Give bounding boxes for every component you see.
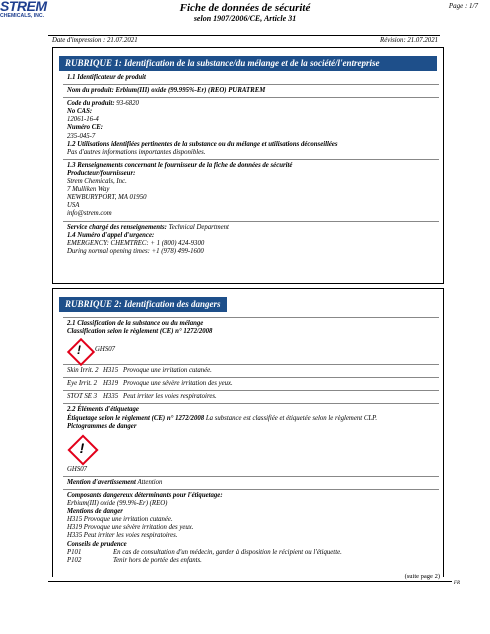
continued-note: (suite page 2) [404, 573, 440, 580]
hazard-text: Provoque une irritation cutanée. [123, 367, 212, 375]
value: Technical Department [168, 223, 229, 231]
label: Étiquetage selon le règlement (CE) n° 1272/2008 [67, 414, 205, 422]
address-line: NEWBURYPORT, MA 01950 [67, 194, 147, 202]
s1-emergency-number: EMERGENCY: CHEMTREC: + 1 (800) 424-9300 [67, 239, 205, 247]
s1-product-identifier: 1.1 Identificateur de produit [67, 74, 146, 81]
class-code: Eye Irrit. 2 [67, 380, 98, 388]
logo-wordmark: STREM [0, 0, 47, 14]
exclamation-mark-icon: ! [67, 338, 91, 362]
value: La substance est classifiée et étiquetée selon le règlement CLP. [205, 414, 378, 422]
divider [63, 221, 439, 222]
hazard-text: Provoque une sévère irritation des yeux. [123, 380, 233, 388]
s2-pictograms-label: Pictogrammes de danger [67, 422, 137, 430]
document-title: Fiche de données de sécurité [179, 2, 311, 14]
address-line: USA [67, 202, 80, 210]
ghs-code: GHS07 [95, 346, 116, 354]
ghs-code: GHS07 [67, 465, 88, 473]
s1-ec-label: Numéro CE: [67, 124, 104, 132]
divider [63, 476, 439, 477]
hazard-statement: H335 Peut irriter les voies respiratoires. [67, 532, 178, 540]
divider [63, 390, 439, 391]
divider [63, 159, 439, 160]
s2-regulation-label: Classification selon le règlement (CE) n° 1272/2008 [67, 328, 213, 336]
divider [63, 317, 439, 318]
h-code: H315 [103, 367, 119, 375]
label: Service chargé des renseignements: [67, 223, 167, 231]
print-date: Date d'impression : 21.07.2021 [52, 37, 138, 44]
divider [63, 489, 439, 490]
p-text: En cas de consultation d'un médecin, garder à disposition le récipient ou l'étiquette. [113, 548, 342, 556]
s2-label-elements-heading: 2.2 Éléments d'étiquetage [67, 406, 139, 414]
s1-ec-value: 235-045-7 [67, 132, 96, 140]
s1-uses-text: Pas d'autres informations importantes disponibles. [67, 148, 206, 156]
precaution-row [67, 557, 439, 565]
label: Mention d'avertissement [67, 478, 136, 486]
address-line: Strem Chemicals, Inc. [67, 178, 127, 186]
value: 93-6820 [116, 100, 139, 108]
s1-product-code [67, 100, 439, 108]
email-link[interactable]: info@strem.com [67, 210, 112, 218]
page-number: Page : 1/7 [448, 2, 478, 10]
label: Nom du produit: [67, 87, 114, 95]
s2-precaution-label: Conseils de prudence [67, 540, 127, 548]
h-code: H319 [103, 380, 119, 388]
label: Code du produit: [67, 100, 115, 108]
s1-product-name [67, 87, 439, 95]
s1-cas-value: 12061-16-4 [67, 116, 99, 124]
h-code: H335 [103, 393, 119, 401]
divider [63, 84, 439, 85]
s1-service [67, 224, 439, 232]
s2-components-value: Erbium(III) oxide (99.9%-Er) (REO) [67, 500, 168, 508]
language-code: FR [453, 581, 460, 586]
exclamation-mark-icon: ! [67, 434, 97, 464]
class-code: STOT SE 3 [67, 393, 97, 401]
divider [63, 403, 439, 404]
s2-components-label: Composants dangereux déterminants pour l'étiquetage: [67, 491, 223, 499]
divider [63, 364, 439, 365]
s2-signal-word [67, 479, 439, 487]
divider [63, 97, 439, 98]
s1-uses-heading: 1.2 Utilisations identifiées pertinentes de la substance ou du mélange et utilisations déconseillées [67, 140, 338, 148]
class-code: Skin Irrit. 2 [67, 367, 99, 375]
value: Attention [137, 478, 163, 486]
s1-supplier-heading: 1.3 Renseignements concernant le fournisseur de la fiche de données de sécurité [67, 161, 293, 169]
section-1 [52, 47, 444, 284]
s2-labelling [67, 415, 439, 423]
footer-divider [48, 581, 452, 582]
s2-classification-heading: 2.1 Classification de la substance ou du mélange [67, 320, 204, 327]
revision-date: Révision: 21.07.2021 [380, 37, 438, 44]
document-subtitle: selon 1907/2006/CE, Article 31 [193, 14, 297, 23]
logo-subtitle: CHEMICALS, INC. [0, 13, 45, 19]
section-1-header: RUBRIQUE 1: Identification de la substance/du mélange et de la société/l'entreprise [59, 56, 437, 71]
s1-producer-label: Producteur/fournisseur: [67, 169, 136, 177]
address-line: 7 Mulliken Way [67, 186, 110, 194]
ghs-row [67, 338, 439, 362]
p-code: P102 [67, 556, 82, 564]
s2-hazard-statements-label: Mentions de danger [67, 508, 123, 516]
hazard-class-row [67, 380, 439, 388]
hazard-text: Peut irriter les voies respiratoires. [123, 393, 217, 401]
hazard-class-row [67, 367, 439, 375]
hazard-statement: H319 Provoque une sévère irritation des yeux. [67, 524, 194, 532]
value: Erbium(III) oxide (99.995%-Er) (REO) PURATREM [115, 87, 266, 95]
s1-emergency-heading: 1.4 Numéro d'appel d'urgence: [67, 231, 155, 239]
divider [63, 377, 439, 378]
hazard-statement: H315 Provoque une irritation cutanée. [67, 516, 173, 524]
hazard-class-row [67, 393, 439, 401]
section-2-header: RUBRIQUE 2: Identification des dangers [59, 297, 227, 312]
s1-cas-label: No CAS: [67, 108, 93, 116]
header-divider [48, 35, 440, 36]
p-text: Tenir hors de portée des enfants. [113, 556, 202, 564]
s1-opening-hours: During normal opening times: +1 (978) 499-1600 [67, 247, 204, 255]
precaution-row [67, 549, 439, 557]
section-2 [52, 288, 444, 577]
pictogram-block [67, 434, 439, 474]
p-code: P101 [67, 548, 82, 556]
